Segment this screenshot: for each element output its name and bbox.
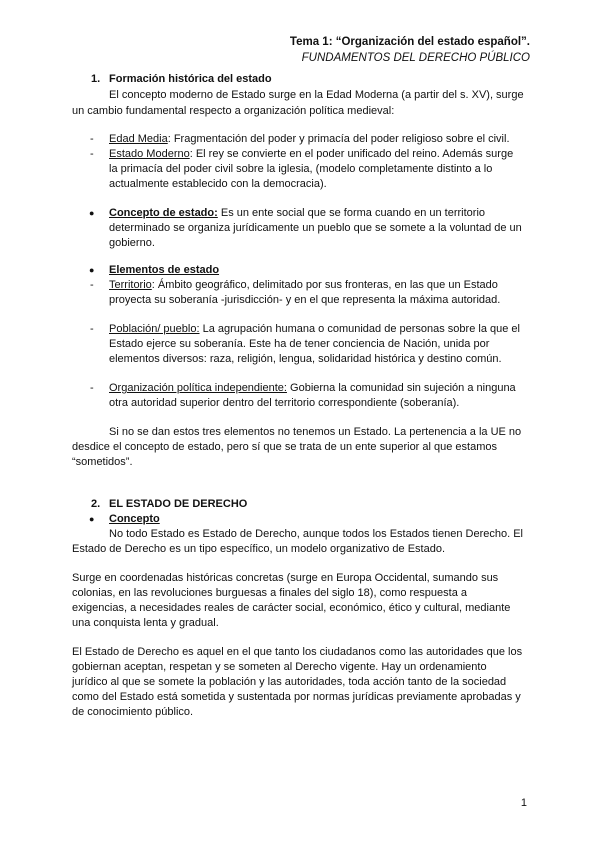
list-item-text: Es un ente social que se forma cuando en un territorio: [217, 207, 486, 219]
paragraph-line: jurídico al que se somete la población y las autoridades, toda acción tanto de la sociedad: [72, 676, 507, 688]
bullet-marker: ●: [89, 208, 95, 218]
paragraph-line: No todo Estado es Estado de Derecho, aunque todos los Estados tienen Derecho. El: [109, 528, 523, 540]
paragraph-line: gobiernan aceptan, respetan y se someten al Derecho vigente. Hay un ordenamiento: [72, 661, 487, 673]
paragraph-line: exigencias, a necesidades reales de carácter social, económico, ético y cultural, mediante: [72, 602, 511, 614]
elementos-heading: Elementos de estado: [109, 264, 220, 276]
paragraph-line: Surge en coordenadas históricas concretas (surge en Europa Occidental, sumando sus: [72, 572, 499, 584]
list-item-text: La agrupación humana o comunidad de personas sobre la que el: [199, 323, 520, 335]
term-territorio: Territorio: [109, 279, 152, 291]
list-item-text: : Fragmentación del poder y primacía del poder religioso sobre el civil.: [167, 133, 510, 145]
section-2-heading: EL ESTADO DE DERECHO: [109, 498, 248, 510]
list-item-text: determinado se organiza jurídicamente un pueblo que se somete a la voluntad de un: [109, 222, 522, 234]
section-2-number: 2.: [91, 498, 101, 510]
paragraph-line: El Estado de Derecho es aquel en el que tanto los ciudadanos como las autoridades que los: [72, 646, 523, 658]
paragraph-line: una conquista lenta y gradual.: [72, 617, 219, 629]
page-number: 1: [520, 797, 527, 809]
list-item-text: la primacía del poder civil sobre la iglesia, (modelo completamente distinto a lo: [109, 163, 493, 175]
term-edad-media: Edad Media: [109, 133, 168, 145]
paragraph-line: de conocimiento público.: [72, 706, 194, 718]
document-title: Tema 1: “Organización del estado español”.: [289, 36, 530, 48]
dash-marker: -: [90, 382, 94, 394]
term-estado-moderno: Estado Moderno: [109, 148, 190, 160]
list-item-territorio: [109, 277, 498, 293]
list-item-concepto: [109, 205, 485, 221]
term-poblacion: Población/ pueblo:: [109, 323, 200, 335]
list-item-text: proyecta su soberanía -jurisdicción- y en el que representa la máxima autoridad.: [109, 294, 501, 306]
list-item-organizacion: [109, 380, 516, 396]
paragraph-line: desdice el concepto de estado, pero sí que se trata de un ente superior al que estamos: [72, 441, 497, 453]
bullet-marker: ●: [89, 265, 95, 275]
list-item-text: : Ámbito geográfico, delimitado por sus fronteras, en las que un Estado: [151, 279, 498, 291]
paragraph-line: Si no se dan estos tres elementos no tenemos un Estado. La pertenencia a la UE no: [109, 426, 522, 438]
section-1-heading: Formación histórica del estado: [109, 73, 272, 85]
paragraph-line: Estado de Derecho es un tipo específico, un modelo organizativo de Estado.: [72, 543, 446, 555]
list-item-text: otra autoridad superior dentro del territorio correspondiente (soberanía).: [109, 397, 460, 409]
document-subtitle: FUNDAMENTOS DEL DERECHO PÚBLICO: [301, 52, 530, 64]
dash-marker: -: [90, 148, 94, 160]
term-concepto-de-estado: Concepto de estado:: [109, 207, 218, 219]
dash-marker: -: [90, 133, 94, 145]
concepto-heading: Concepto: [109, 513, 160, 525]
list-item-edad-media: [109, 131, 510, 147]
list-item-text: actualmente establecido con la democracia).: [109, 178, 327, 190]
list-item-poblacion: [109, 321, 520, 337]
term-organizacion: Organización política independiente:: [109, 382, 287, 394]
list-item-estado-moderno: [109, 146, 513, 162]
intro-line: un cambio fundamental respecto a organización política medieval:: [72, 105, 395, 117]
list-item-text: Estado ejerce su soberanía. Este ha de tener conciencia de Nación, unida por: [109, 338, 490, 350]
list-item-text: gobierno.: [109, 237, 155, 249]
paragraph-line: “sometidos”.: [72, 456, 133, 468]
bullet-marker: ●: [89, 514, 95, 524]
paragraph-line: como del Estado está sometida y sustentada por normas jurídicas previamente aprobadas y: [72, 691, 521, 703]
list-item-text: Gobierna la comunidad sin sujeción a ninguna: [286, 382, 516, 394]
paragraph-line: colonias, en las revoluciones burguesas a finales del siglo 18), como respuesta a: [72, 587, 468, 599]
list-item-text: elementos diversos: raza, religión, lengua, solidaridad histórica y destino común.: [109, 353, 502, 365]
intro-line: El concepto moderno de Estado surge en la Edad Moderna (a partir del s. XV), surge: [109, 89, 524, 101]
dash-marker: -: [90, 279, 94, 291]
section-1-number: 1.: [91, 73, 101, 85]
dash-marker: -: [90, 323, 94, 335]
list-item-text: : El rey se convierte en el poder unificado del reino. Además surge: [189, 148, 514, 160]
